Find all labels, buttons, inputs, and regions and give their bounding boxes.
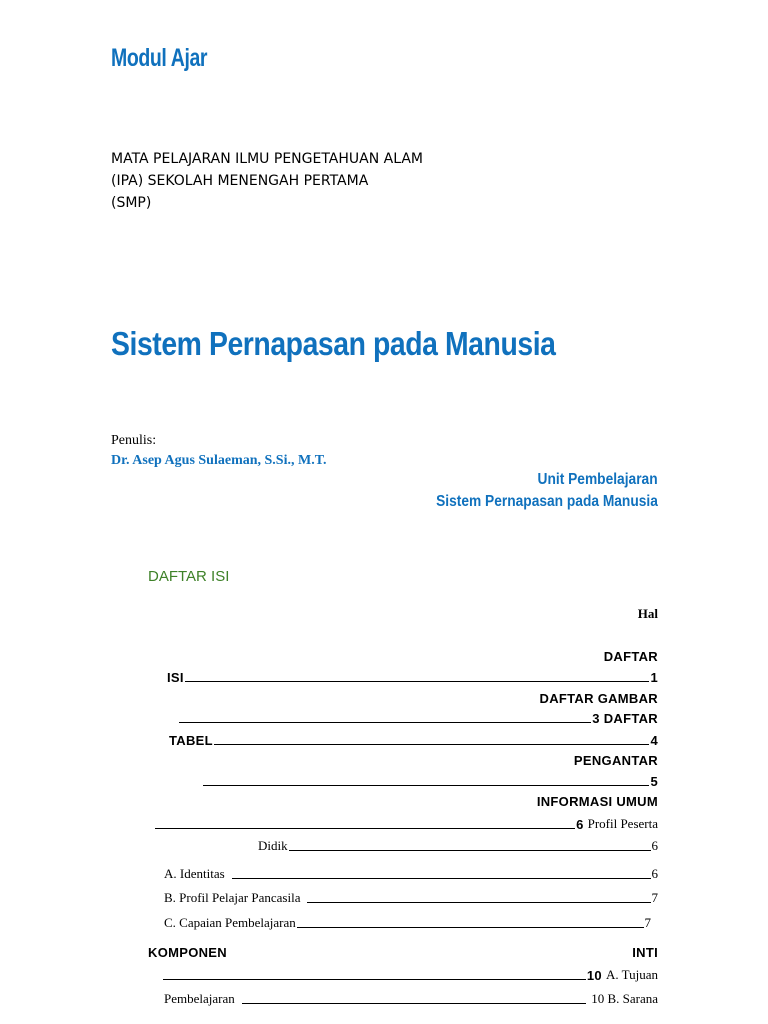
toc-leader (179, 721, 591, 723)
toc-daftar-label: DAFTAR (603, 649, 658, 664)
toc-leader (289, 849, 651, 851)
toc-pengantar-label: PENGANTAR (573, 753, 658, 768)
toc-entry-profil-peserta-didik[interactable] (258, 838, 658, 854)
toc-entry-daftar-isi[interactable] (167, 670, 658, 685)
toc-leader (242, 1002, 586, 1004)
author-name: Dr. Asep Agus Sulaeman, S.Si., M.T. (111, 453, 327, 468)
toc-entry-label: B. Profil Pelajar Pancasila (164, 890, 301, 905)
toc-page-number: 6 (651, 866, 658, 881)
toc-page-number: 7 (644, 915, 651, 930)
toc-leader (214, 743, 650, 745)
toc-inti-label: INTI (632, 945, 658, 960)
toc-page-number: 4 (650, 733, 658, 748)
toc-heading: DAFTAR ISI (148, 568, 230, 585)
toc-entry-pengantar[interactable] (202, 774, 658, 789)
toc-leader (307, 901, 650, 903)
toc-leader (232, 877, 651, 879)
toc-page-number: 10 (586, 968, 602, 983)
module-title: Modul Ajar (111, 44, 208, 72)
toc-entry-daftar-gambar[interactable] (178, 711, 658, 726)
toc-page-number: 6 (576, 817, 584, 832)
subject-line-3: (SMP) (111, 195, 152, 211)
toc-entry-tujuan-pembelajaran[interactable] (164, 991, 658, 1007)
toc-informasi-umum-label: INFORMASI UMUM (536, 794, 658, 809)
toc-entry-label: Profil Peserta (587, 816, 658, 831)
toc-entry-daftar-tabel[interactable] (169, 733, 658, 748)
toc-komponen-label: KOMPONEN (148, 945, 227, 960)
toc-entry-label: A. Identitas (164, 866, 225, 881)
toc-page-number: 7 (651, 890, 658, 905)
toc-page-number: 5 (650, 774, 658, 789)
toc-page-number: 3 DAFTAR (592, 711, 658, 726)
subject-line-2: (IPA) SEKOLAH MENENGAH PERTAMA (111, 173, 369, 189)
toc-entry-profil-pelajar[interactable] (164, 890, 658, 906)
toc-entry-label: C. Capaian Pembelajaran (164, 915, 296, 930)
subject-line-1: MATA PELAJARAN ILMU PENGETAHUAN ALAM (111, 151, 423, 167)
toc-page-number: 1 (650, 670, 658, 685)
toc-entry-label: ISI (167, 670, 184, 685)
main-title: Sistem Pernapasan pada Manusia (111, 325, 556, 362)
toc-entry-komponen-inti[interactable] (162, 967, 658, 983)
toc-entry-label: TABEL (169, 733, 213, 748)
writer-label: Penulis: (111, 433, 157, 448)
toc-page-number: 10 B. Sarana (591, 991, 658, 1006)
toc-daftar-gambar-label: DAFTAR GAMBAR (539, 691, 658, 706)
toc-entry-label: A. Tujuan (605, 967, 658, 982)
toc-page-number: 6 (651, 838, 658, 853)
toc-leader (203, 784, 649, 786)
toc-leader (155, 827, 575, 829)
toc-entry-capaian[interactable] (164, 915, 651, 931)
toc-entry-label: Didik (258, 838, 288, 853)
toc-leader (163, 978, 586, 980)
toc-entry-informasi-umum[interactable] (154, 816, 658, 832)
toc-entry-identitas[interactable] (164, 866, 658, 882)
toc-hal-label: Hal (637, 606, 658, 621)
toc-leader (185, 680, 650, 682)
unit-title: Unit Pembelajaran (537, 471, 658, 488)
unit-subtitle: Sistem Pernapasan pada Manusia (436, 493, 658, 510)
toc-entry-label: Pembelajaran (164, 991, 235, 1006)
toc-leader (297, 926, 644, 928)
